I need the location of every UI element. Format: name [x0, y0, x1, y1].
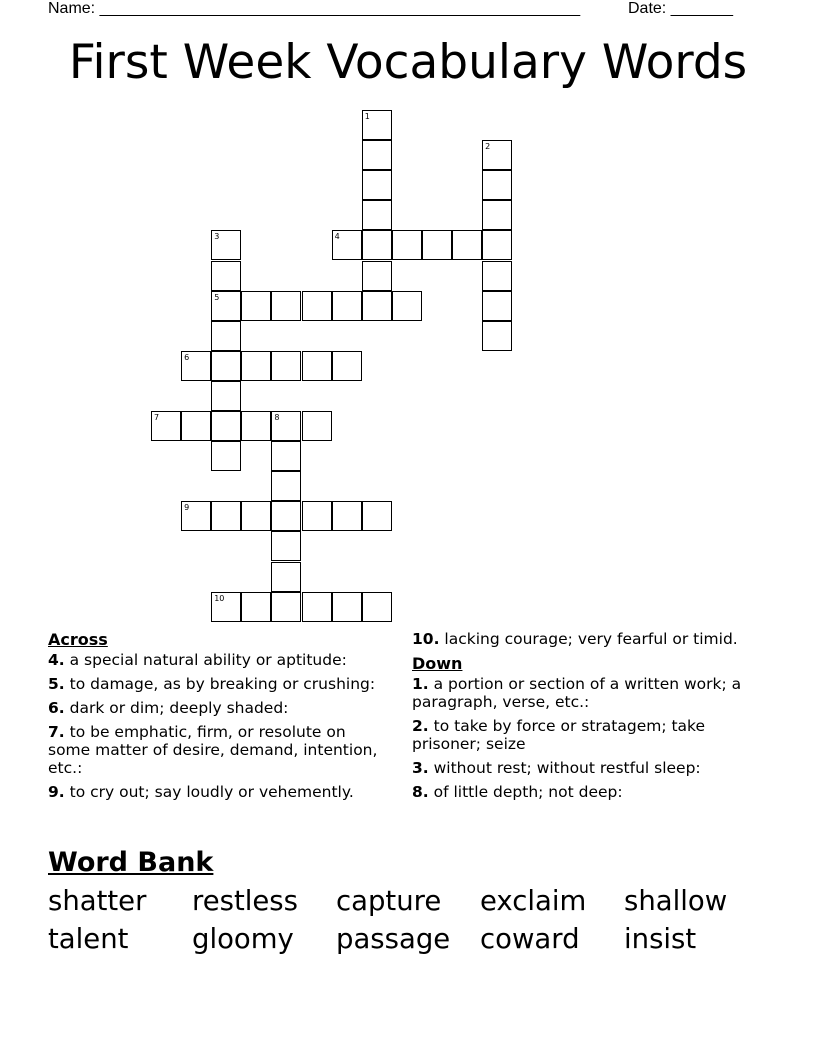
crossword-cell[interactable]	[482, 321, 512, 351]
crossword-cell[interactable]	[422, 230, 452, 260]
word-bank-item: restless	[192, 885, 298, 917]
date-field-label: Date: _______	[628, 0, 733, 17]
crossword-cell[interactable]	[482, 200, 512, 230]
clue-text: dark or dim; deeply shaded:	[69, 699, 289, 717]
crossword-cell[interactable]	[332, 291, 362, 321]
down-heading: Down	[412, 654, 463, 673]
crossword-cell[interactable]	[241, 411, 271, 441]
clue-number: 8.	[412, 783, 429, 801]
crossword-cell[interactable]	[482, 140, 512, 170]
word-bank-item: talent	[48, 923, 129, 955]
clue-across-9	[48, 783, 388, 801]
clue-number-label: 1	[364, 112, 370, 121]
crossword-cell[interactable]	[392, 291, 422, 321]
word-bank	[48, 882, 768, 958]
clue-number: 7.	[48, 723, 65, 741]
word-bank-item: exclaim	[480, 885, 587, 917]
crossword-cell[interactable]	[211, 592, 241, 622]
clues-right-column	[412, 630, 752, 807]
crossword-cell[interactable]	[362, 261, 392, 291]
word-bank-item: shatter	[48, 885, 147, 917]
crossword-cell[interactable]	[211, 441, 241, 471]
crossword-cell[interactable]	[181, 411, 211, 441]
clue-across-6	[48, 699, 388, 717]
word-bank-item: capture	[336, 885, 442, 917]
page-title: First Week Vocabulary Words	[68, 35, 748, 90]
crossword-cell[interactable]	[302, 351, 332, 381]
crossword-cell[interactable]	[271, 562, 301, 592]
word-bank-item: coward	[480, 923, 580, 955]
crossword-cell[interactable]	[302, 291, 332, 321]
crossword-cell[interactable]	[211, 501, 241, 531]
clue-number-label: 8	[274, 413, 280, 422]
clues-left-column	[48, 630, 388, 807]
crossword-cell[interactable]	[482, 230, 512, 260]
crossword-cell[interactable]	[241, 501, 271, 531]
crossword-cell[interactable]	[482, 261, 512, 291]
crossword-cell[interactable]	[271, 441, 301, 471]
crossword-cell[interactable]	[211, 351, 241, 381]
crossword-cell[interactable]	[181, 351, 211, 381]
crossword-cell[interactable]	[362, 592, 392, 622]
crossword-cell[interactable]	[211, 411, 241, 441]
word-bank-item: shallow	[624, 885, 728, 917]
crossword-cell[interactable]	[302, 592, 332, 622]
clue-text: to be emphatic, firm, or resolute on some matter of desire, demand, intention, etc.:	[48, 723, 378, 777]
clue-number: 5.	[48, 675, 65, 693]
clue-across-5	[48, 675, 388, 693]
word-bank-heading: Word Bank	[48, 847, 214, 878]
crossword-cell[interactable]	[362, 291, 392, 321]
clue-number-label: 3	[214, 232, 220, 242]
name-field-label: Name: ______________________________________________________	[48, 0, 581, 17]
clue-text: of little depth; not deep:	[433, 783, 623, 801]
clue-down-2	[412, 717, 752, 753]
clue-number-label: 7	[154, 413, 160, 422]
clue-number: 10.	[412, 630, 440, 648]
clue-text: a special natural ability or aptitude:	[69, 651, 347, 669]
clue-across-7	[48, 723, 388, 777]
crossword-cell[interactable]	[362, 140, 392, 170]
clue-down-1	[412, 675, 752, 711]
crossword-cell[interactable]	[392, 230, 422, 260]
clue-number: 6.	[48, 699, 65, 717]
clue-number-label: 4	[334, 232, 340, 242]
crossword-cell[interactable]	[362, 230, 392, 260]
crossword-cell[interactable]	[271, 531, 301, 561]
crossword-cell[interactable]	[362, 501, 392, 531]
crossword-cell[interactable]	[362, 110, 392, 140]
crossword-cell[interactable]	[211, 261, 241, 291]
clue-number: 9.	[48, 783, 65, 801]
crossword-cell[interactable]	[332, 592, 362, 622]
crossword-cell[interactable]	[151, 411, 181, 441]
clue-text: to cry out; say loudly or vehemently.	[69, 783, 354, 801]
crossword-cell[interactable]	[271, 501, 301, 531]
word-bank-item: gloomy	[192, 923, 294, 955]
crossword-cell[interactable]	[271, 592, 301, 622]
crossword-cell[interactable]	[452, 230, 482, 260]
crossword-cell[interactable]	[271, 471, 301, 501]
crossword-cell[interactable]	[271, 411, 301, 441]
crossword-cell[interactable]	[362, 170, 392, 200]
crossword-cell[interactable]	[482, 170, 512, 200]
across-heading: Across	[48, 630, 108, 649]
crossword-cell[interactable]	[362, 200, 392, 230]
clue-text: to take by force or stratagem; take prisoner; seize	[412, 717, 706, 753]
crossword-cell[interactable]	[211, 230, 241, 260]
word-bank-item: passage	[336, 923, 451, 955]
clue-number-label: 2	[485, 142, 491, 152]
crossword-cell[interactable]	[211, 381, 241, 411]
crossword-cell[interactable]	[271, 351, 301, 381]
crossword-cell[interactable]	[332, 351, 362, 381]
clue-down-8	[412, 783, 752, 801]
clue-number-label: 10	[214, 593, 225, 603]
clue-number-label: 9	[184, 503, 190, 513]
crossword-cell[interactable]	[181, 501, 211, 531]
clue-number: 4.	[48, 651, 65, 669]
crossword-cell[interactable]	[271, 291, 301, 321]
crossword-cell[interactable]	[241, 592, 271, 622]
crossword-cell[interactable]	[241, 291, 271, 321]
crossword-cell[interactable]	[302, 411, 332, 441]
clue-number: 3.	[412, 759, 429, 777]
word-bank-item: insist	[624, 923, 697, 955]
crossword-cell[interactable]	[332, 230, 362, 260]
crossword-cell[interactable]	[241, 351, 271, 381]
clue-text: lacking courage; very fearful or timid.	[444, 630, 738, 648]
crossword-cell[interactable]	[211, 291, 241, 321]
clue-across-4	[48, 651, 388, 669]
clue-number-label: 5	[214, 292, 220, 302]
clue-text: without rest; without restful sleep:	[433, 759, 701, 777]
clue-text: to damage, as by breaking or crushing:	[69, 675, 376, 693]
crossword-cell[interactable]	[302, 501, 332, 531]
crossword-cell[interactable]	[332, 501, 362, 531]
clue-text: a portion or section of a written work; a paragraph, verse, etc.:	[412, 675, 742, 711]
clue-number: 1.	[412, 675, 429, 693]
clue-number-label: 6	[184, 352, 190, 362]
clue-across-10	[412, 630, 752, 648]
crossword-cell[interactable]	[211, 321, 241, 351]
clue-down-3	[412, 759, 752, 777]
clue-number: 2.	[412, 717, 429, 735]
crossword-cell[interactable]	[482, 291, 512, 321]
